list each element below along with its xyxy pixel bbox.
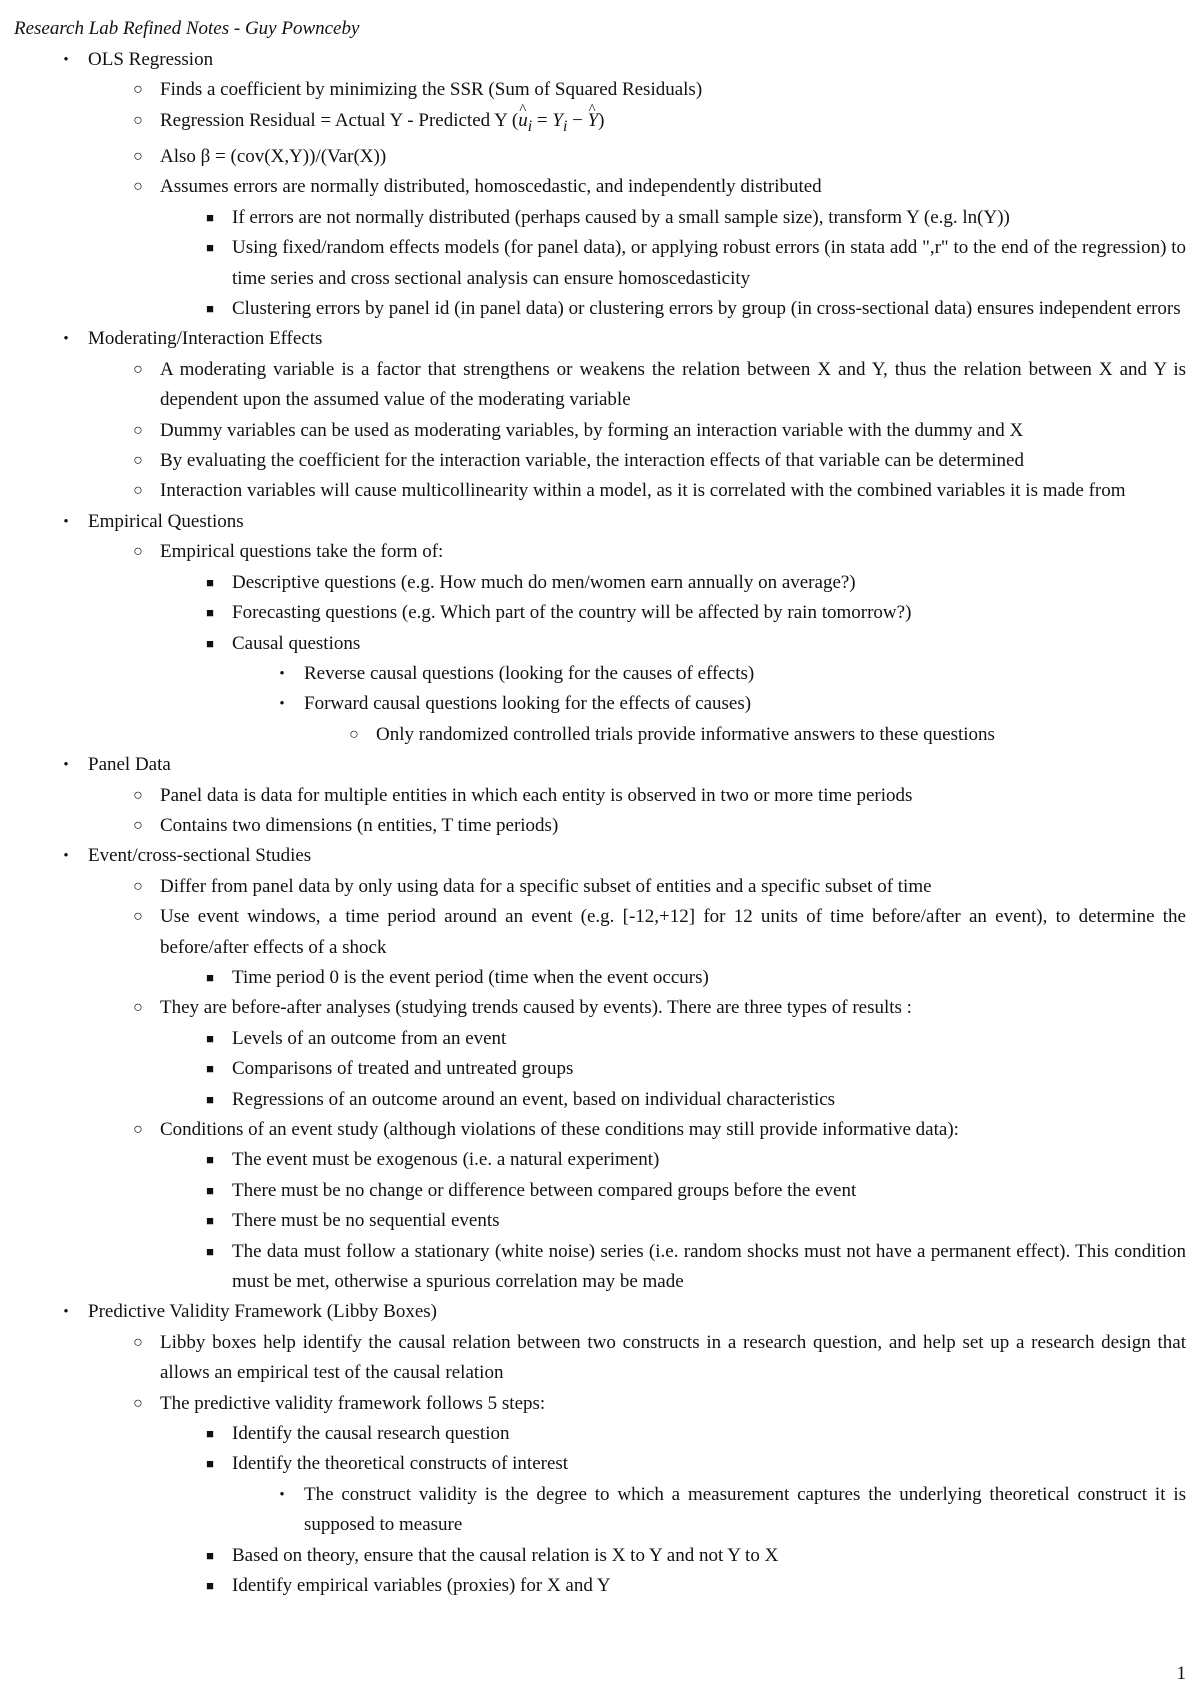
outline-item-level-3 xyxy=(14,1480,1186,1541)
outline-item-level-2 xyxy=(14,629,1186,659)
outline-item-text: Comparisons of treated and untreated groups xyxy=(232,1058,574,1080)
subscript-i: i xyxy=(527,117,533,135)
bullet-icon: • xyxy=(63,331,69,348)
bullet-icon: ○ xyxy=(133,452,143,470)
outline-item-text: Contains two dimensions (n entities, T time periods) xyxy=(160,814,559,836)
bullet-icon: ○ xyxy=(133,877,143,895)
bullet-icon: ○ xyxy=(133,81,143,99)
page-number: 1 xyxy=(1176,1663,1186,1684)
outline-item-text: Identify the theoretical constructs of interest xyxy=(232,1453,569,1475)
outline-item-text: The event must be exogenous (i.e. a natural experiment) xyxy=(232,1149,660,1171)
outline-item-text: They are before-after analyses (studying trends caused by events). There are three types of results : xyxy=(160,997,912,1019)
outline-item-text: Interaction variables will cause multicollinearity within a model, as it is correlated with the combined variables it is made from xyxy=(160,480,1126,502)
outline-item-level-2 xyxy=(14,1145,1186,1175)
outline-item-level-4 xyxy=(14,720,1186,750)
bullet-icon: ○ xyxy=(349,725,359,743)
bullet-icon: ■ xyxy=(206,1426,214,1442)
outline-item-text: Also β = (cov(X,Y))/(Var(X)) xyxy=(160,146,387,168)
outline-item-level-1 xyxy=(14,172,1186,202)
bullet-icon: ■ xyxy=(206,209,214,225)
outline-item-level-1 xyxy=(14,106,1186,142)
y-hat-symbol: ^ Y xyxy=(588,106,599,136)
bullet-icon: ■ xyxy=(206,1456,214,1472)
residual-formula xyxy=(518,109,599,135)
bullet-icon: ■ xyxy=(206,605,214,621)
outline-item-text: Libby boxes help identify the causal relation between two constructs in a research question, and help set up a research design that allows an empirical test of the causal relation xyxy=(160,1331,1186,1384)
outline-item-suffix: ) xyxy=(598,109,605,131)
outline-item-text: Reverse causal questions (looking for the causes of effects) xyxy=(304,662,755,684)
outline-item-level-3 xyxy=(14,659,1186,689)
outline-item-text: If errors are not normally distributed (perhaps caused by a small sample size), transform Y (e.g. ln(Y)) xyxy=(232,206,1010,228)
outline-item-text: A moderating variable is a factor that strengthens or weakens the relation between X and Y, thus the relation between X and Y is dependent upon the assumed value of the moderating variable xyxy=(160,358,1186,411)
outline-item-text: Using fixed/random effects models (for panel data), or applying robust errors (in stata add ",r" to the end of the regression) to time series and cross sectional analysis can ensure homoscedasticity xyxy=(232,237,1186,289)
bullet-icon: • xyxy=(63,513,69,530)
bullet-icon: ■ xyxy=(206,1061,214,1077)
bullet-icon: ○ xyxy=(133,421,143,439)
bullet-icon: ■ xyxy=(206,1243,214,1259)
outline-item-level-2 xyxy=(14,1024,1186,1054)
outline-item-text: Panel data is data for multiple entities in which each entity is observed in two or more time periods xyxy=(160,784,913,806)
outline-item-level-3 xyxy=(14,689,1186,719)
bullet-icon: ■ xyxy=(206,301,214,317)
bullet-icon: ○ xyxy=(133,1121,143,1139)
outline-item-text: Causal questions xyxy=(232,632,361,654)
bullet-icon: • xyxy=(63,1304,69,1321)
outline-item-level-1 xyxy=(14,811,1186,841)
bullet-icon: ■ xyxy=(206,1091,214,1107)
outline-item-level-2 xyxy=(14,1054,1186,1084)
outline-item-level-1 xyxy=(14,142,1186,172)
bullet-icon: ■ xyxy=(206,1547,214,1563)
bullet-icon: ■ xyxy=(206,635,214,651)
outline-item-text: The construct validity is the degree to which a measurement captures the underlying theoretical construct it is supposed to measure xyxy=(304,1483,1186,1536)
outline-item-level-2 xyxy=(14,1176,1186,1206)
outline-item-text: Levels of an outcome from an event xyxy=(232,1027,507,1049)
outline-item-text: Differ from panel data by only using data for a specific subset of entities and a specific subset of time xyxy=(160,875,932,897)
outline-item-text: By evaluating the coefficient for the interaction variable, the interaction effects of that variable can be determined xyxy=(160,450,1024,472)
outline-item-level-2 xyxy=(14,1085,1186,1115)
outline-item-level-2 xyxy=(14,568,1186,598)
outline-item-level-2 xyxy=(14,294,1186,324)
outline-item-level-1 xyxy=(14,902,1186,963)
bullet-icon: • xyxy=(279,1486,285,1503)
document-title: Research Lab Refined Notes - Guy Pownceby xyxy=(14,18,360,39)
outline-item-level-1 xyxy=(14,446,1186,476)
outline-item-text: Use event windows, a time period around an event (e.g. [-12,+12] for 12 units of time before/after an event), to determine the before/after effects of a shock xyxy=(160,906,1186,958)
bullet-icon: ○ xyxy=(133,1333,143,1351)
outline-item-level-0 xyxy=(14,507,1186,537)
outline-item-text: OLS Regression xyxy=(88,49,214,70)
outline-item-text: Regressions of an outcome around an event, based on individual characteristics xyxy=(232,1088,836,1110)
bullet-icon: ■ xyxy=(206,574,214,590)
outline-item-level-1 xyxy=(14,355,1186,416)
outline-item-level-1 xyxy=(14,476,1186,506)
bullet-icon: ○ xyxy=(133,999,143,1017)
outline-item-level-2 xyxy=(14,233,1186,294)
outline-item-text: Dummy variables can be used as moderating variables, by forming an interaction variable with the dummy and X xyxy=(160,419,1024,441)
bullet-icon: • xyxy=(63,52,69,68)
outline-item-level-1 xyxy=(14,993,1186,1023)
bullet-icon: ■ xyxy=(206,1152,214,1168)
bullet-icon: ■ xyxy=(206,1213,214,1229)
outline-item-level-2 xyxy=(14,1206,1186,1236)
outline-item-text: Event/cross-sectional Studies xyxy=(88,845,312,867)
outline-item-text: Only randomized controlled trials provide informative answers to these questions xyxy=(376,723,995,745)
outline-item-text: There must be no change or difference between compared groups before the event xyxy=(232,1179,857,1201)
outline-item-level-0 xyxy=(14,841,1186,871)
bullet-icon: ○ xyxy=(133,543,143,561)
equals-sign: = xyxy=(532,109,553,131)
bullet-icon: ○ xyxy=(133,178,143,196)
outline-item-text: Forecasting questions (e.g. Which part of the country will be affected by rain tomorrow?) xyxy=(232,602,912,624)
outline-item-level-2 xyxy=(14,203,1186,233)
outline-item-level-2 xyxy=(14,1541,1186,1571)
outline-item-level-1 xyxy=(14,781,1186,811)
outline-item-level-1 xyxy=(14,75,1186,105)
bullet-icon: ■ xyxy=(206,969,214,985)
outline-item-text: There must be no sequential events xyxy=(232,1210,500,1232)
bullet-icon: ○ xyxy=(133,482,143,500)
outline-item-text: Forward causal questions looking for the effects of causes) xyxy=(304,693,752,715)
outline-item-text: Moderating/Interaction Effects xyxy=(88,328,323,350)
outline-item-level-0 xyxy=(14,45,1186,75)
bullet-icon: • xyxy=(63,848,69,865)
bullet-icon: ○ xyxy=(133,1394,143,1412)
notes-outline xyxy=(14,45,1186,1602)
bullet-icon: • xyxy=(279,696,285,713)
outline-item-text: Conditions of an event study (although violations of these conditions may still provide informative data): xyxy=(160,1119,959,1141)
outline-item-text: The data must follow a stationary (white noise) series (i.e. random shocks must not have a permanent effect). This condition must be met, otherwise a spurious correlation may be made xyxy=(232,1240,1186,1293)
outline-item-text: Finds a coefficient by minimizing the SSR (Sum of Squared Residuals) xyxy=(160,79,703,101)
outline-item-level-0 xyxy=(14,324,1186,354)
outline-item-text: Clustering errors by panel id (in panel data) or clustering errors by group (in cross-sectional data) ensures independent errors xyxy=(232,298,1181,320)
outline-item-text: Time period 0 is the event period (time when the event occurs) xyxy=(232,966,709,988)
outline-item-text: Empirical questions take the form of: xyxy=(160,541,444,563)
outline-item-level-2 xyxy=(14,1237,1186,1298)
bullet-icon: • xyxy=(63,757,69,774)
bullet-icon: ○ xyxy=(133,360,143,378)
outline-item-text: Predictive Validity Framework (Libby Boxes) xyxy=(88,1301,437,1323)
bullet-icon: ○ xyxy=(133,148,143,166)
outline-item-level-2 xyxy=(14,1419,1186,1449)
outline-item-text: Assumes errors are normally distributed, homoscedastic, and independently distributed xyxy=(160,176,822,198)
bullet-icon: ■ xyxy=(206,1578,214,1594)
outline-item-text: Based on theory, ensure that the causal relation is X to Y and not Y to X xyxy=(232,1544,779,1566)
outline-item-text: Panel Data xyxy=(88,754,171,776)
bullet-icon: ○ xyxy=(133,786,143,804)
bullet-icon: ○ xyxy=(133,816,143,834)
bullet-icon: ■ xyxy=(206,1030,214,1046)
outline-item-text: Regression Residual = Actual Y - Predicted Y ( xyxy=(160,109,519,131)
outline-item-text: Descriptive questions (e.g. How much do men/women earn annually on average?) xyxy=(232,571,856,593)
outline-item-level-1 xyxy=(14,537,1186,567)
bullet-icon: ○ xyxy=(133,111,143,129)
minus-sign: − xyxy=(567,109,588,131)
outline-item-level-1 xyxy=(14,1328,1186,1389)
outline-item-level-2 xyxy=(14,1449,1186,1479)
outline-item-level-0 xyxy=(14,750,1186,780)
outline-item-text: Identify empirical variables (proxies) for X and Y xyxy=(232,1575,611,1597)
bullet-icon: ■ xyxy=(206,240,214,256)
outline-item-level-2 xyxy=(14,963,1186,993)
outline-item-level-1 xyxy=(14,1115,1186,1145)
outline-item-level-0 xyxy=(14,1297,1186,1327)
outline-item-text: Identify the causal research question xyxy=(232,1423,510,1445)
outline-item-level-1 xyxy=(14,416,1186,446)
document-page xyxy=(14,17,1186,1602)
outline-item-level-2 xyxy=(14,1571,1186,1601)
outline-item-level-2 xyxy=(14,598,1186,628)
bullet-icon: ■ xyxy=(206,1182,214,1198)
y-symbol: Y xyxy=(552,109,563,131)
bullet-icon: ○ xyxy=(133,908,143,926)
outline-item-level-1 xyxy=(14,872,1186,902)
u-hat-symbol: ^ u xyxy=(518,106,528,136)
subscript-i: i xyxy=(562,117,568,135)
outline-item-level-1 xyxy=(14,1389,1186,1419)
outline-item-text: Empirical Questions xyxy=(88,510,244,532)
outline-item-text: The predictive validity framework follows 5 steps: xyxy=(160,1392,546,1414)
bullet-icon: • xyxy=(279,665,285,682)
